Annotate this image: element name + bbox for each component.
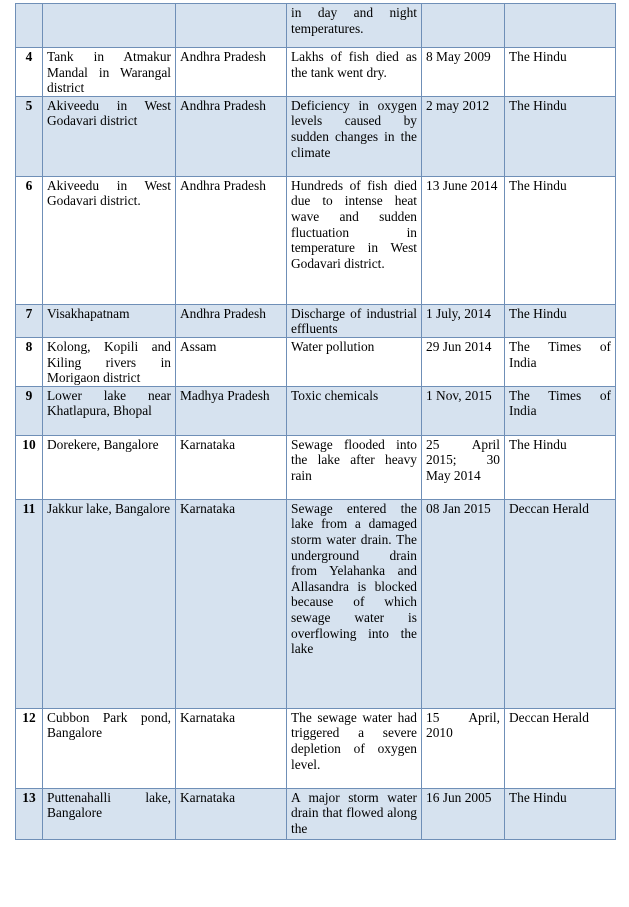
date-cell: 1 Nov, 2015	[422, 386, 505, 435]
date-cell: 1 July, 2014	[422, 304, 505, 337]
table-row	[16, 4, 616, 48]
date-cell: 8 May 2009	[422, 48, 505, 97]
row-number: 12	[16, 708, 43, 788]
table-row	[16, 337, 616, 386]
state-cell: Andhra Pradesh	[176, 96, 287, 176]
row-number: 8	[16, 337, 43, 386]
table-row	[16, 96, 616, 176]
source-cell: The Times of India	[505, 337, 616, 386]
date-cell: 15 April, 2010	[422, 708, 505, 788]
row-number: 6	[16, 176, 43, 304]
date-cell: 29 Jun 2014	[422, 337, 505, 386]
table-row	[16, 435, 616, 499]
state-cell	[176, 4, 287, 48]
cause-cell: Sewage flooded into the lake after heavy rain	[287, 435, 422, 499]
state-cell: Assam	[176, 337, 287, 386]
date-cell: 2 may 2012	[422, 96, 505, 176]
source-cell: Deccan Herald	[505, 708, 616, 788]
cause-cell: A major storm water drain that flowed along the	[287, 788, 422, 839]
location-cell: Akiveedu in West Godavari district.	[43, 176, 176, 304]
row-number: 13	[16, 788, 43, 839]
location-cell: Dorekere, Bangalore	[43, 435, 176, 499]
location-cell: Lower lake near Khatlapura, Bhopal	[43, 386, 176, 435]
row-number: 10	[16, 435, 43, 499]
location-cell: Jakkur lake, Bangalore	[43, 499, 176, 708]
location-cell	[43, 4, 176, 48]
date-cell	[422, 4, 505, 48]
row-number: 7	[16, 304, 43, 337]
state-cell: Karnataka	[176, 708, 287, 788]
table-row	[16, 386, 616, 435]
cause-cell: Water pollution	[287, 337, 422, 386]
source-cell: The Hindu	[505, 96, 616, 176]
date-cell: 13 June 2014	[422, 176, 505, 304]
source-cell: The Hindu	[505, 435, 616, 499]
state-cell: Andhra Pradesh	[176, 48, 287, 97]
row-number: 11	[16, 499, 43, 708]
date-cell: 08 Jan 2015	[422, 499, 505, 708]
row-number: 4	[16, 48, 43, 97]
table-row	[16, 48, 616, 97]
cause-cell: The sewage water had triggered a severe depletion of oxygen level.	[287, 708, 422, 788]
cause-cell: Discharge of industrial effluents	[287, 304, 422, 337]
table-row	[16, 499, 616, 708]
table-row	[16, 708, 616, 788]
row-number: 5	[16, 96, 43, 176]
cause-cell: Sewage entered the lake from a damaged storm water drain. The underground drain from Yelahanka and Allasandra is blocked because of which sewage water is overflowing into the lake	[287, 499, 422, 708]
state-cell: Andhra Pradesh	[176, 176, 287, 304]
row-number	[16, 4, 43, 48]
location-cell: Cubbon Park pond, Bangalore	[43, 708, 176, 788]
source-cell	[505, 4, 616, 48]
table-row	[16, 304, 616, 337]
date-cell: 16 Jun 2005	[422, 788, 505, 839]
state-cell: Karnataka	[176, 788, 287, 839]
state-cell: Karnataka	[176, 499, 287, 708]
state-cell: Andhra Pradesh	[176, 304, 287, 337]
table-row	[16, 788, 616, 839]
location-cell: Tank in Atmakur Mandal in Warangal district	[43, 48, 176, 97]
table-row	[16, 176, 616, 304]
location-cell: Visakhapatnam	[43, 304, 176, 337]
cause-cell: Deficiency in oxygen levels caused by sudden changes in the climate	[287, 96, 422, 176]
location-cell: Kolong, Kopili and Kiling rivers in Morigaon district	[43, 337, 176, 386]
source-cell: The Hindu	[505, 48, 616, 97]
state-cell: Madhya Pradesh	[176, 386, 287, 435]
fish-kill-incidents-table	[15, 3, 616, 840]
source-cell: The Hindu	[505, 788, 616, 839]
location-cell: Akiveedu in West Godavari district	[43, 96, 176, 176]
row-number: 9	[16, 386, 43, 435]
location-cell: Puttenahalli lake, Bangalore	[43, 788, 176, 839]
state-cell: Karnataka	[176, 435, 287, 499]
source-cell: The Hindu	[505, 176, 616, 304]
source-cell: Deccan Herald	[505, 499, 616, 708]
source-cell: The Times of India	[505, 386, 616, 435]
source-cell: The Hindu	[505, 304, 616, 337]
date-cell: 25 April 2015; 30 May 2014	[422, 435, 505, 499]
cause-cell: Lakhs of fish died as the tank went dry.	[287, 48, 422, 97]
cause-cell: in day and night temperatures.	[287, 4, 422, 48]
cause-cell: Toxic chemicals	[287, 386, 422, 435]
cause-cell: Hundreds of fish died due to intense heat wave and sudden fluctuation in temperature in West Godavari district.	[287, 176, 422, 304]
